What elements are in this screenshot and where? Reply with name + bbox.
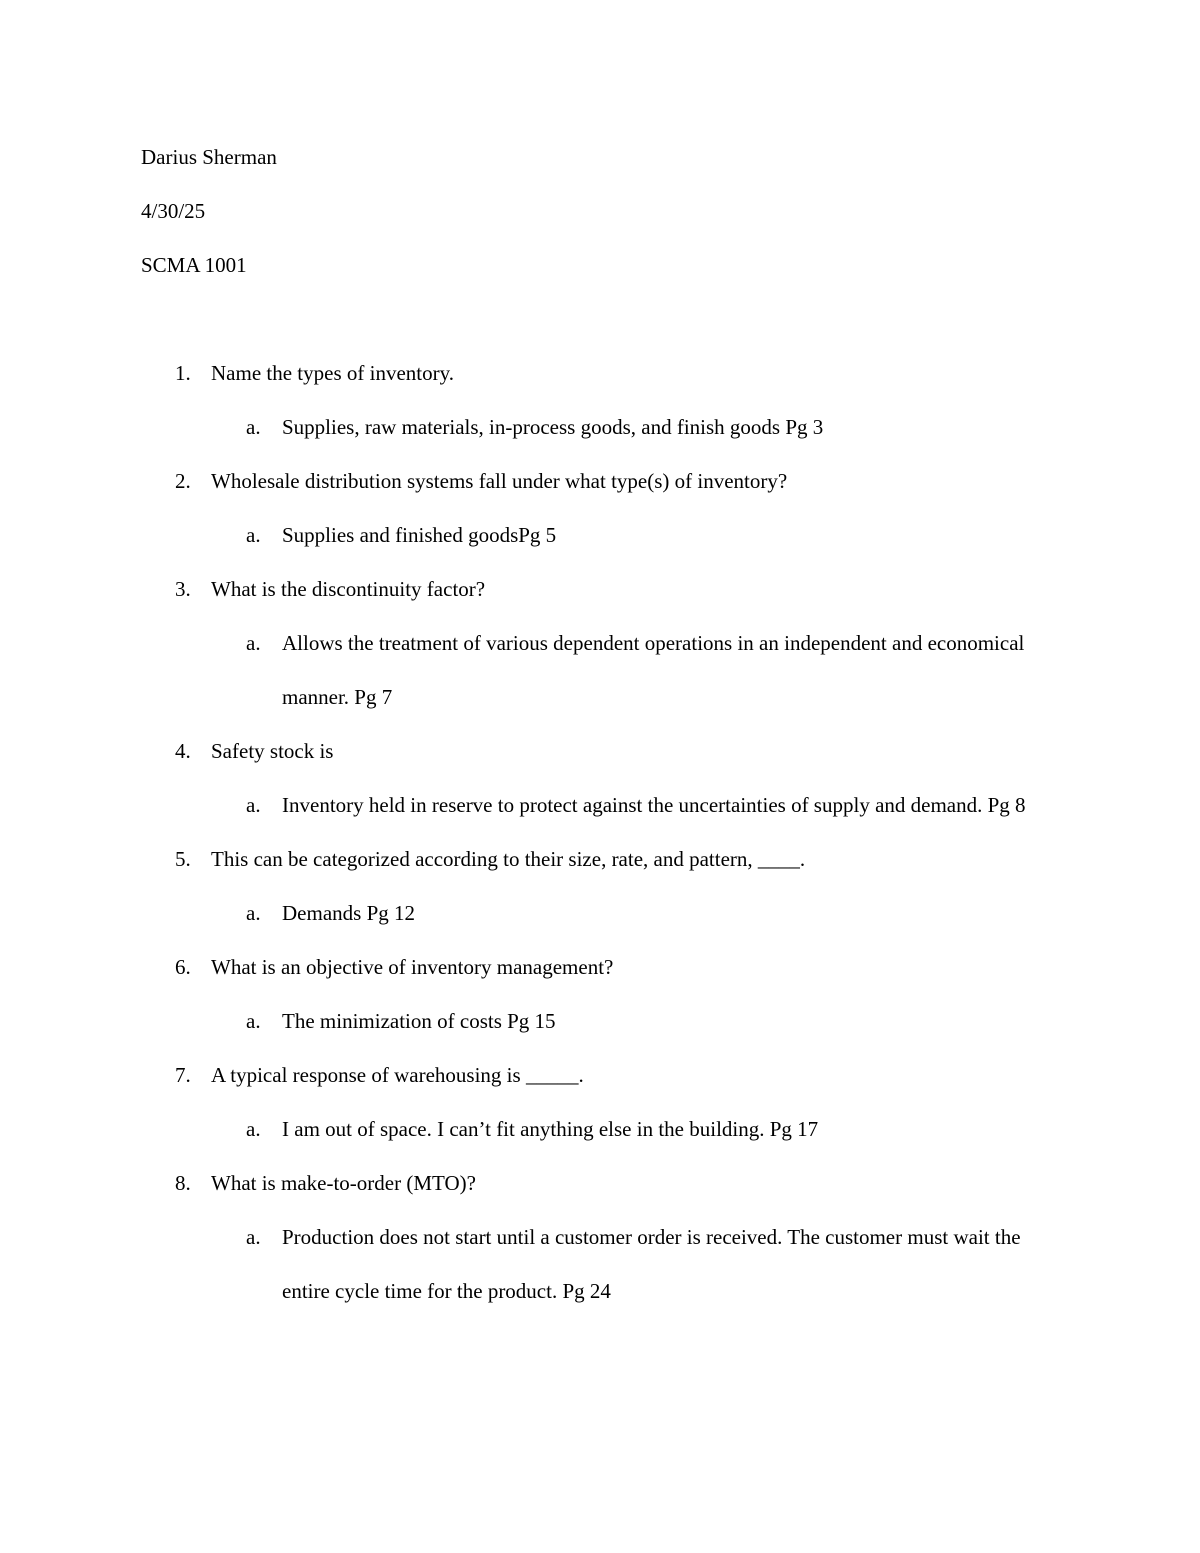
question-row [141, 454, 1071, 508]
answer-text: Inventory held in reserve to protect against the uncertainties of supply and demand. Pg 8 [282, 793, 1026, 817]
answer-letter: a. [246, 523, 261, 547]
answer-text: I am out of space. I can’t fit anything else in the building. Pg 17 [282, 1117, 819, 1141]
student-name: Darius Sherman [141, 145, 277, 169]
question-item [141, 1156, 1071, 1318]
answer-text: Allows the treatment of various dependent operations in an independent and economical manner. Pg 7 [282, 631, 1025, 709]
answer-row [141, 1102, 1071, 1156]
answer-letter: a. [246, 631, 261, 655]
question-row [141, 1156, 1071, 1210]
question-item [141, 1048, 1071, 1156]
document-date: 4/30/25 [141, 199, 206, 223]
question-row [141, 940, 1071, 994]
answer-letter: a. [246, 901, 261, 925]
question-number: 8. [175, 1171, 191, 1195]
answer-row [141, 886, 1071, 940]
question-number: 4. [175, 739, 191, 763]
question-text: Wholesale distribution systems fall under what type(s) of inventory? [211, 469, 788, 493]
question-item [141, 940, 1071, 1048]
answer-letter: a. [246, 1009, 261, 1033]
question-text: What is an objective of inventory management? [211, 955, 614, 979]
question-text: This can be categorized according to their size, rate, and pattern, ____. [211, 847, 806, 871]
question-number: 3. [175, 577, 191, 601]
question-text: Name the types of inventory. [211, 361, 454, 385]
question-text: What is make-to-order (MTO)? [211, 1171, 476, 1195]
answer-row [141, 1210, 1071, 1318]
answer-text: Production does not start until a customer order is received. The customer must wait the entire cycle time for the product. Pg 24 [282, 1225, 1021, 1303]
answer-text: Demands Pg 12 [282, 901, 415, 925]
course-code: SCMA 1001 [141, 253, 247, 277]
answer-text: The minimization of costs Pg 15 [282, 1009, 556, 1033]
question-item [141, 724, 1071, 832]
question-text: Safety stock is [211, 739, 334, 763]
answer-row [141, 778, 1071, 832]
question-list [141, 346, 1071, 1318]
answer-text: Supplies and finished goodsPg 5 [282, 523, 557, 547]
question-item [141, 346, 1071, 454]
question-row [141, 1048, 1071, 1102]
question-item [141, 832, 1071, 940]
question-row [141, 562, 1071, 616]
question-text: A typical response of warehousing is _____. [211, 1063, 584, 1087]
question-number: 5. [175, 847, 191, 871]
answer-row [141, 994, 1071, 1048]
answer-letter: a. [246, 1117, 261, 1141]
question-item [141, 454, 1071, 562]
document-header [141, 130, 1041, 292]
question-text: What is the discontinuity factor? [211, 577, 486, 601]
question-row [141, 346, 1071, 400]
answer-letter: a. [246, 1225, 261, 1249]
answer-letter: a. [246, 415, 261, 439]
question-row [141, 832, 1071, 886]
answer-row [141, 400, 1071, 454]
question-number: 2. [175, 469, 191, 493]
answer-row [141, 616, 1071, 724]
question-item [141, 562, 1071, 724]
answer-row [141, 508, 1071, 562]
answer-text: Supplies, raw materials, in-process goods, and finish goods Pg 3 [282, 415, 824, 439]
answer-letter: a. [246, 793, 261, 817]
question-number: 7. [175, 1063, 191, 1087]
question-row [141, 724, 1071, 778]
question-number: 1. [175, 361, 191, 385]
question-number: 6. [175, 955, 191, 979]
